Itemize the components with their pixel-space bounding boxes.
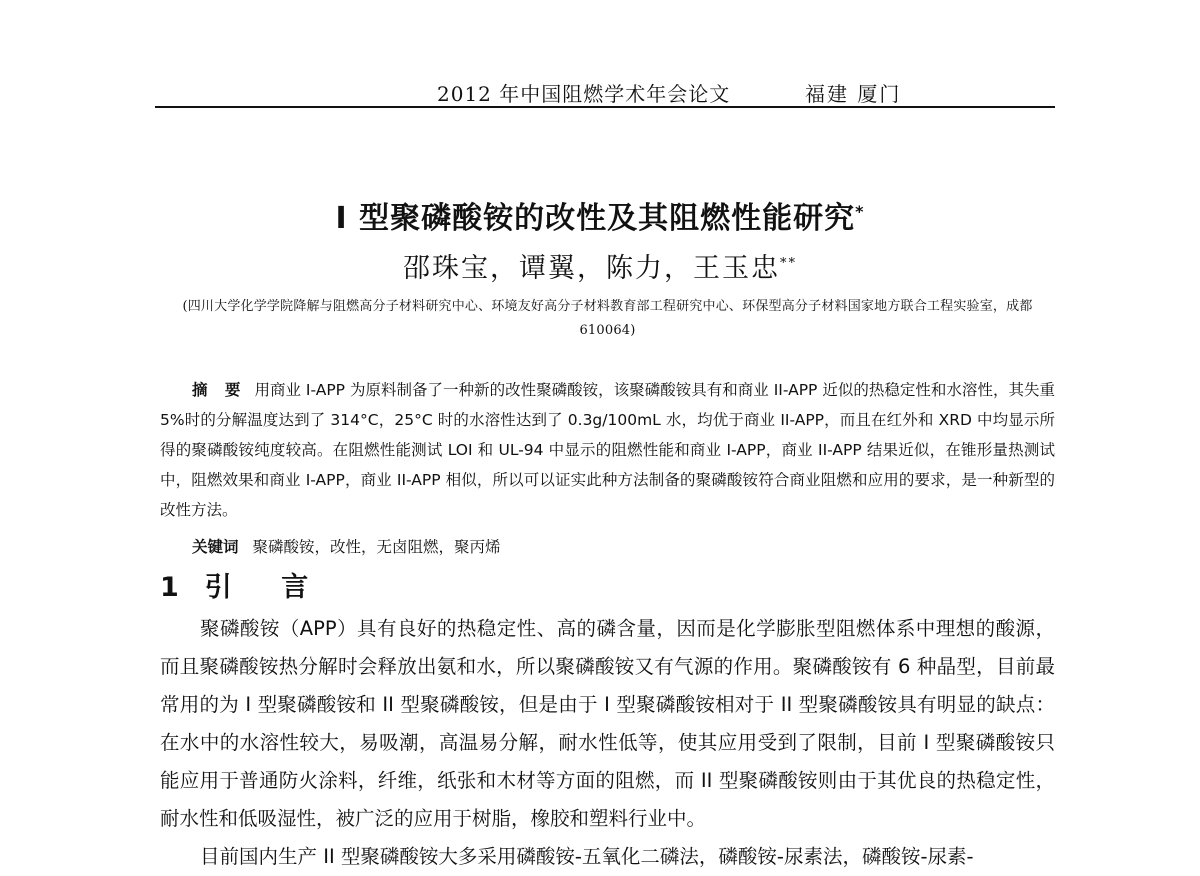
header-conference: 2012 年中国阻燃学术年会论文: [437, 82, 731, 106]
section-number: 1: [160, 572, 199, 603]
running-header: [155, 78, 1055, 106]
abstract-text: 用商业 I-APP 为原料制备了一种新的改性聚磷酸铵，该聚磷酸铵具有和商业 II-APP 近似的热稳定性和水溶性，其失重 5%时的分解温度达到了 314°C，25°C 时的水溶性达到了 0.3g/100mL 水，均优于商业 II-APP，而且在红外和 XRD 中均显示所得的聚磷酸铵纯度较高。在阻燃性能测试 LOI 和 UL-94 中显示的阻燃性能和商业 I-APP，商业 II-APP 结果近似，在锥形量热测试中，阻燃效果和商业 I-APP，商业 II-APP 相似，所以可以证实此种方法制备的聚磷酸铵符合商业阻燃和应用的要求，是一种新型的改性方法。: [160, 381, 1055, 519]
paper-title-text: I 型聚磷酸铵的改性及其阻燃性能研究: [335, 201, 856, 236]
body-text: [160, 610, 1055, 876]
author-footnote-mark: **: [780, 256, 797, 271]
body-paragraph-1: 聚磷酸铵（APP）具有良好的热稳定性、高的磷含量，因而是化学膨胀型阻燃体系中理想的酸源，而且聚磷酸铵热分解时会释放出氨和水，所以聚磷酸铵又有气源的作用。聚磷酸铵有 6 种晶型，目前最常用的为 I 型聚磷酸铵和 II 型聚磷酸铵，但是由于 I 型聚磷酸铵相对于 II 型聚磷酸铵具有明显的缺点：在水中的水溶性较大，易吸潮，高温易分解，耐水性低等，使其应用受到了限制，目前 I 型聚磷酸铵只能应用于普通防火涂料，纤维，纸张和木材等方面的阻燃，而 II 型聚磷酸铵则由于其优良的热稳定性，耐水性和低吸湿性，被广泛的应用于树脂，橡胶和塑料行业中。: [160, 617, 1055, 830]
body-paragraph-2: 目前国内生产 II 型聚磷酸铵大多采用磷酸铵-五氧化二磷法，磷酸铵-尿素法，磷酸铵-尿素-: [200, 845, 974, 868]
keywords: [192, 535, 501, 557]
paper-title: [0, 193, 1200, 237]
header-rule: [155, 106, 1055, 108]
paper-authors: [0, 246, 1200, 285]
header-location: 福建 厦门: [805, 82, 902, 106]
affiliation: (四川大学化学学院降解与阻燃高分子材料研究中心、环境友好高分子材料教育部工程研究中心、环保型高分子材料国家地方联合工程实验室，成都 610064): [182, 299, 1033, 338]
title-footnote-mark: *: [855, 202, 865, 221]
keywords-text: 聚磷酸铵，改性，无卤阻燃，聚丙烯: [252, 538, 501, 556]
section-title: 引 言: [204, 572, 329, 603]
abstract: [160, 375, 1055, 525]
authors-text: 邵珠宝，谭翼，陈力，王玉忠: [403, 253, 780, 284]
keywords-label: 关键词: [192, 538, 239, 556]
section-heading: [160, 565, 328, 604]
abstract-label: 摘 要: [192, 381, 247, 399]
